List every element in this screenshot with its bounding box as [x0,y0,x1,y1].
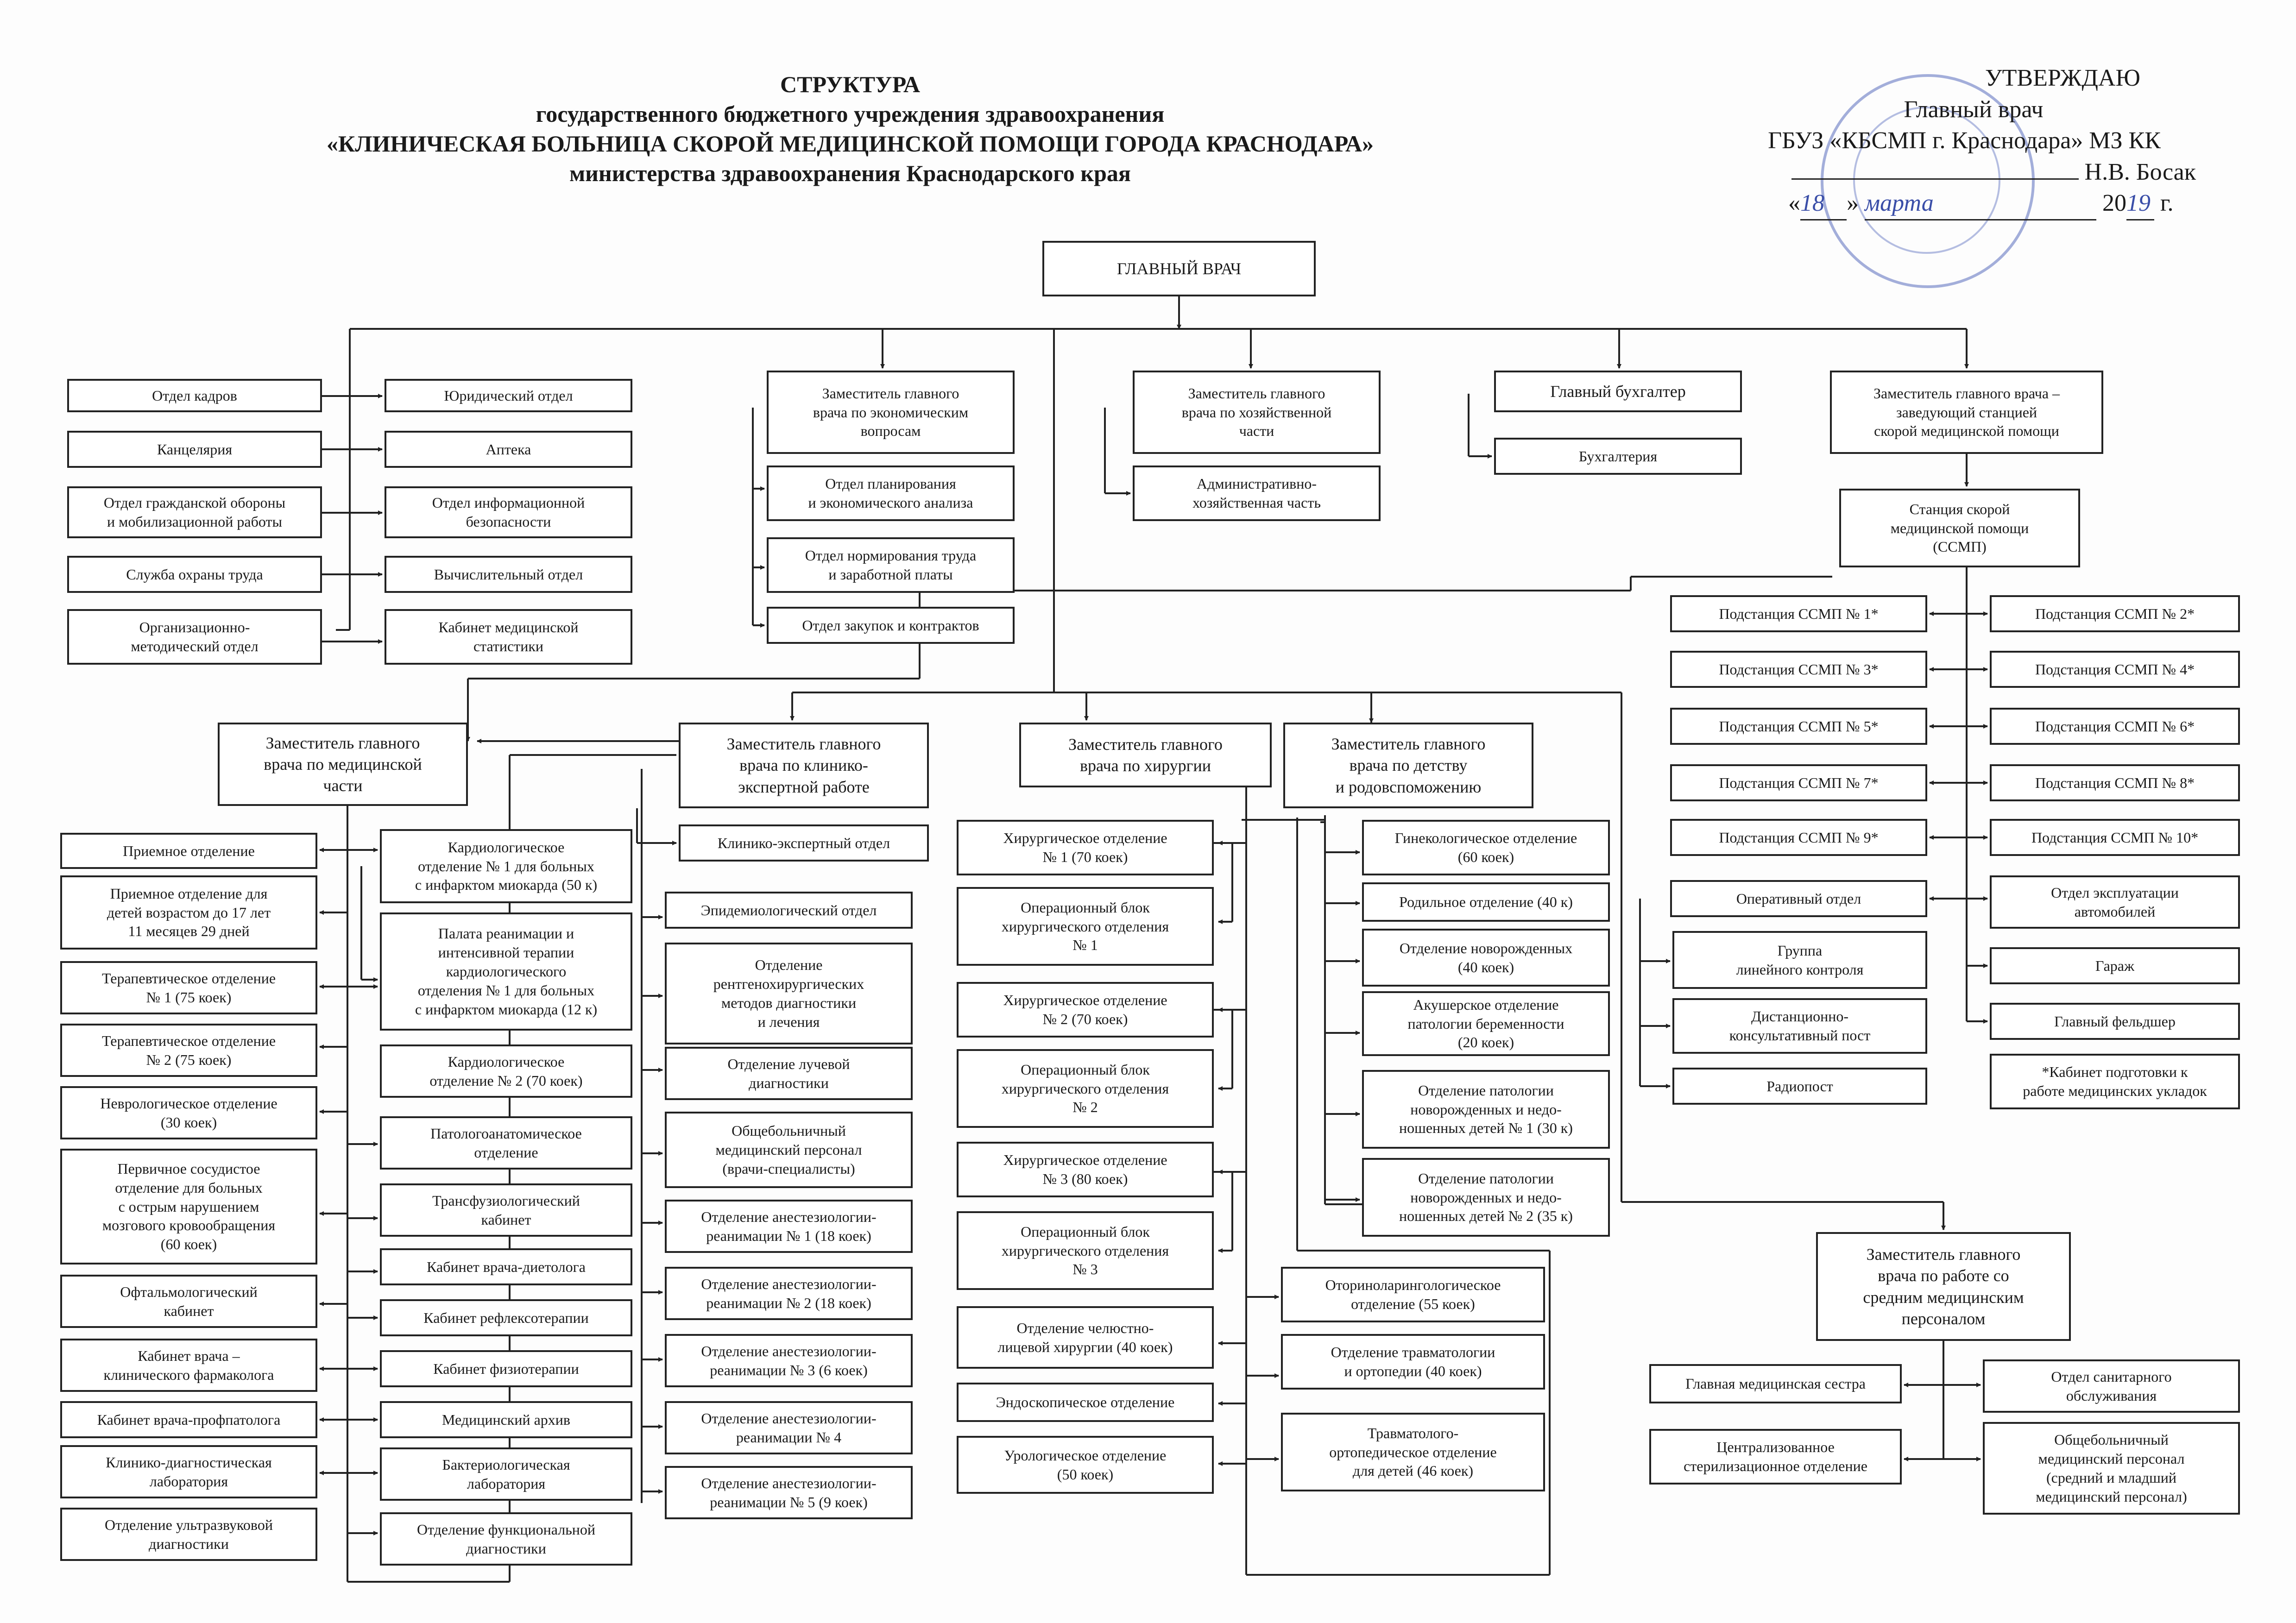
substation-left: Подстанция ССМП № 3* [1670,651,1927,688]
deputy-surgery: Заместитель главного врача по хирургии [1019,723,1272,787]
med-col2-item: Бактериологическая лаборатория [380,1447,632,1501]
childhood-item: Отделение новорожденных (40 коек) [1362,929,1610,987]
med-col3-item: Эпидемиологический отдел [665,892,913,929]
surgery-item: Операционный блок хирургического отделения № 3 [957,1211,1214,1290]
title-line-4: министерства здравоохранения Краснодарского края [569,160,1131,186]
date-year: 19 [2126,188,2154,220]
surgery-item: Эндоскопическое отделение [957,1383,1214,1422]
med-col1-item: Клинико-диагностическая лаборатория [60,1445,317,1498]
deputy-nursing: Заместитель главного врача по работе со средним медицинским персоналом [1816,1232,2071,1341]
date-suffix: г. [2160,190,2174,217]
surgery-right-item: Травматолого- ортопедическое отделение для детей (46 коек) [1281,1413,1545,1491]
oper-item: Радиопост [1672,1068,1927,1105]
med-col1-item: Приемное отделение [60,833,317,869]
econ-item: Отдел закупок и контрактов [767,607,1015,644]
surgery-item: Хирургическое отделение № 2 (70 коек) [957,982,1214,1038]
ssmp-note: *Кабинет подготовки к работе медицинских укладок [1990,1054,2240,1109]
med-col1-item: Кабинет врача – клинического фармаколога [60,1339,317,1392]
approval-name: Н.В. Босак [2084,158,2196,185]
surgery-item: Урологическое отделение (50 коек) [957,1436,1214,1494]
nurse-left-item: Главная медицинская сестра [1649,1364,1902,1403]
deputy-medical: Заместитель главного врача по медицинской части [218,723,468,806]
deputy-economics: Заместитель главного врача по экономическим вопросам [767,371,1015,454]
substation-right: Подстанция ССМП № 4* [1990,651,2240,688]
deputy-ambulance: Заместитель главного врача – заведующий станцией скорой медицинской помощи [1830,371,2103,454]
expert-item: Клинико-экспертный отдел [679,824,929,862]
surgery-right-item: Отделение травматологии и ортопедии (40 коек) [1281,1334,1545,1390]
page-title [153,69,1547,188]
admin-right-item: Аптека [385,431,632,468]
econ-item: Отдел нормирования труда и заработной платы [767,537,1015,593]
med-col1-item: Отделение ультразвуковой диагностики [60,1508,317,1561]
surgery-item: Отделение челюстно- лицевой хирургии (40 коек) [957,1306,1214,1369]
substation-left: Подстанция ССМП № 7* [1670,764,1927,801]
ssmp-right-item: Главный фельдшер [1990,1003,2240,1040]
substation-right: Подстанция ССМП № 8* [1990,764,2240,801]
title-line-2: государственного бюджетного учреждения здравоохранения [536,101,1165,127]
med-col3-item: Отделение анестезиологии- реанимации № 4 [665,1401,913,1454]
childhood-item: Гинекологическое отделение (60 коек) [1362,820,1610,875]
substation-right: Подстанция ССМП № 6* [1990,708,2240,745]
hoz-item: Административно- хозяйственная часть [1133,466,1381,521]
med-col3-item: Отделение анестезиологии- реанимации № 5 (9 коек) [665,1466,913,1519]
approval-block [1751,63,2196,220]
admin-right-item: Юридический отдел [385,379,632,412]
med-col3-item: Отделение рентгенохирургических методов диагностики и лечения [665,943,913,1044]
approval-line-3: ГБУЗ «КБСМП г. Краснодара» МЗ КК [1768,127,2161,154]
med-col3-item: Отделение анестезиологии- реанимации № 1 (18 коек) [665,1200,913,1253]
ssmp-right-item: Отдел эксплуатации автомобилей [1990,875,2240,929]
title-line-3: «КЛИНИЧЕСКАЯ БОЛЬНИЦА СКОРОЙ МЕДИЦИНСКОЙ ПОМОЩИ ГОРОДА КРАСНОДАРА» [327,131,1374,157]
med-col2-item: Отделение функциональной диагностики [380,1512,632,1566]
date-month: марта [1865,188,2096,220]
med-col2-item: Кардиологическое отделение № 2 (70 коек) [380,1044,632,1098]
ssmp-right-item: Гараж [1990,947,2240,984]
med-col1-item: Терапевтическое отделение № 2 (75 коек) [60,1024,317,1077]
approval-signature-line [1751,157,2196,188]
admin-right-item: Отдел информационной безопасности [385,486,632,538]
med-col1-item: Первичное сосудистое отделение для больных с острым нарушением мозгового кровообращения (60 коек) [60,1149,317,1264]
approval-line-2: Главный врач [1904,96,2044,123]
med-col1-item: Приемное отделение для детей возрастом до 17 лет 11 месяцев 29 дней [60,875,317,950]
substation-right: Подстанция ССМП № 2* [1990,595,2240,632]
chief-doctor: ГЛАВНЫЙ ВРАЧ [1042,241,1316,296]
med-col2-item: Трансфузиологический кабинет [380,1183,632,1237]
oper-item: Группа линейного контроля [1672,931,1927,989]
admin-left-item: Организационно- методический отдел [67,609,322,665]
deputy-clinical-expert: Заместитель главного врача по клинико- экспертной работе [679,723,929,808]
med-col3-item: Отделение анестезиологии- реанимации № 2 (18 коек) [665,1267,913,1320]
med-col2-item: Кабинет рефлексотерапии [380,1299,632,1336]
med-col2-item: Патологоанатомическое отделение [380,1116,632,1170]
med-col2-item: Кардиологическое отделение № 1 для больных с инфарктом миокарда (50 к) [380,829,632,903]
childhood-item: Родильное отделение (40 к) [1362,882,1610,922]
surgery-right-item: Оториноларингологическое отделение (55 коек) [1281,1267,1545,1322]
admin-left-item: Отдел гражданской обороны и мобилизационной работы [67,486,322,538]
operations-dept: Оперативный отдел [1670,880,1927,917]
med-col3-item: Общебольничный медицинский персонал (врачи-специалисты) [665,1112,913,1188]
surgery-item: Операционный блок хирургического отделения № 1 [957,887,1214,966]
chief-accountant: Главный бухгалтер [1494,371,1742,412]
nurse-right-item: Общебольничный медицинский персонал (средний и младший медицинский персонал) [1983,1422,2240,1515]
childhood-item: Акушерское отделение патологии беременности (20 коек) [1362,991,1610,1056]
admin-left-item: Служба охраны труда [67,556,322,593]
admin-left-item: Отдел кадров [67,379,322,412]
nurse-right-item: Отдел санитарного обслуживания [1983,1359,2240,1413]
med-col3-item: Отделение анестезиологии- реанимации № 3 (6 коек) [665,1334,913,1387]
econ-item: Отдел планирования и экономического анализа [767,466,1015,521]
med-col2-item: Палата реанимации и интенсивной терапии кардиологического отделения № 1 для больных с инфарктом миокарда (12 к) [380,912,632,1031]
oper-item: Дистанционно- консультативный пост [1672,998,1927,1054]
nurse-left-item: Централизованное стерилизационное отделение [1649,1429,1902,1485]
ambulance-station: Станция скорой медицинской помощи (ССМП) [1839,489,2080,567]
approval-date: «18 » марта 2019 г. [1751,188,2196,220]
deputy-childhood: Заместитель главного врача по детству и родовспоможению [1283,723,1533,808]
med-col2-item: Кабинет физиотерапии [380,1350,632,1387]
med-col3-item: Отделение лучевой диагностики [665,1047,913,1100]
date-day: 18 [1800,188,1847,220]
buh-item: Бухгалтерия [1494,438,1742,475]
admin-right-item: Вычислительный отдел [385,556,632,593]
title-line-1: СТРУКТУРА [780,71,920,97]
med-col1-item: Офтальмологический кабинет [60,1275,317,1328]
substation-left: Подстанция ССМП № 1* [1670,595,1927,632]
surgery-item: Хирургическое отделение № 1 (70 коек) [957,820,1214,875]
childhood-item: Отделение патологии новорожденных и недо- ношенных детей № 1 (30 к) [1362,1070,1610,1149]
substation-left: Подстанция ССМП № 5* [1670,708,1927,745]
childhood-item: Отделение патологии новорожденных и недо- ношенных детей № 2 (35 к) [1362,1158,1610,1237]
surgery-item: Операционный блок хирургического отделения № 2 [957,1049,1214,1128]
substation-right: Подстанция ССМП № 10* [1990,819,2240,856]
date-year-prefix: 20 [2102,190,2126,217]
med-col2-item: Медицинский архив [380,1401,632,1438]
med-col2-item: Кабинет врача-диетолога [380,1248,632,1285]
deputy-household: Заместитель главного врача по хозяйственной части [1133,371,1381,454]
med-col1-item: Кабинет врача-профпатолога [60,1401,317,1438]
surgery-item: Хирургическое отделение № 3 (80 коек) [957,1142,1214,1197]
admin-left-item: Канцелярия [67,431,322,468]
med-col1-item: Неврологическое отделение (30 коек) [60,1086,317,1139]
approval-line-1: УТВЕРЖДАЮ [1985,65,2140,91]
med-col1-item: Терапевтическое отделение № 1 (75 коек) [60,961,317,1014]
admin-right-item: Кабинет медицинской статистики [385,609,632,665]
substation-left: Подстанция ССМП № 9* [1670,819,1927,856]
